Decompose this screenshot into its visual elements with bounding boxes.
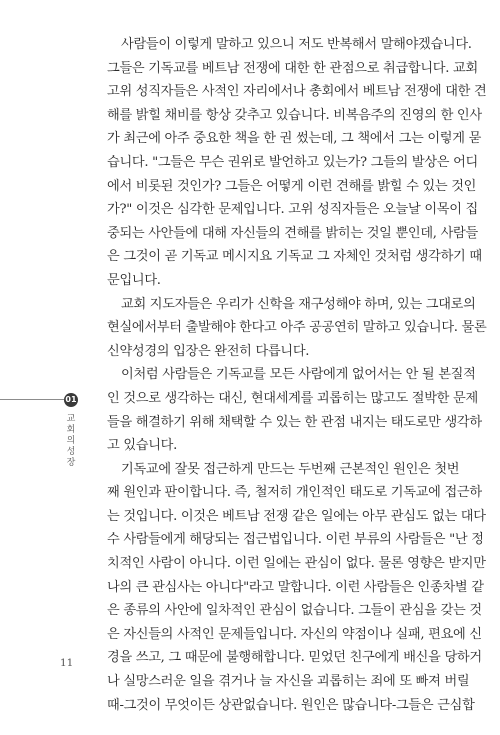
text-line: 교회 지도자들은 우리가 신학을 재구성해야 하며, 있는 그대로의 <box>121 296 476 312</box>
chapter-number-badge: 01 <box>64 393 78 407</box>
text-line: 사람들이 이렇게 말하고 있으니 저도 반복해서 말해야겠습니다. <box>121 37 472 52</box>
text-line: 수 사람들에게 해당되는 접근법입니다. 이런 부류의 사람들은 "난 정 <box>107 532 484 548</box>
text-line: 에서 비롯된 것인가? 그들은 어떻게 이런 견해를 밝힐 수 있는 것인 <box>107 178 477 194</box>
text-line: 그들은 기독교를 베트남 전쟁에 대한 한 관점으로 취급합니다. 교회 <box>107 60 478 76</box>
text-line: 현실에서부터 출발해야 한다고 아주 공공연히 말하고 있습니다. 물론 <box>107 320 487 336</box>
text-line: 신약성경의 입장은 완전히 다릅니다. <box>107 343 310 359</box>
text-line: 들을 해결하기 위해 채택할 수 있는 한 관점 내지는 태도로만 생각하 <box>107 414 482 430</box>
text-line: 는 것입니다. 이것은 베트남 전쟁 같은 일에는 아무 관심도 없는 대다 <box>107 508 486 524</box>
text-line: 나의 큰 관심사는 아니다"라고 말합니다. 이런 사람들은 인종차별 같 <box>107 579 484 595</box>
running-head <box>64 414 78 469</box>
page-number: 11 <box>60 657 74 669</box>
running-head-char: 교 <box>66 414 76 424</box>
running-head-char: 의 <box>66 436 76 446</box>
text-line: 은 자신들의 사적인 문제들입니다. 자신의 약점이나 실패, 편요에 신 <box>107 626 482 642</box>
margin-rule <box>0 399 64 400</box>
running-head-char: 장 <box>66 458 76 468</box>
text-line: 중되는 사안들에 대해 자신들의 견해를 밝히는 것일 뿐인데, 사람들 <box>107 225 478 241</box>
text-line: 고위 성직자들은 사적인 자리에서나 총회에서 베트남 전쟁에 대한 견 <box>107 84 487 100</box>
text-line: 경을 쓰고, 그 때문에 불행해합니다. 믿었던 친구에게 배신을 당하거 <box>107 650 482 666</box>
text-line: 고 있습니다. <box>107 438 177 454</box>
text-line: 습니다. "그들은 무슨 권위로 발언하고 있는가? 그들의 발상은 어디 <box>107 154 478 170</box>
text-line: 은 그것이 곧 기독교 메시지요 기독교 그 자체인 것처럼 생각하기 때 <box>107 249 482 265</box>
text-line: 나 실망스러운 일을 겪거나 늘 자신을 괴롭히는 죄에 또 빠져 버릴 <box>107 674 470 690</box>
text-line: 은 종류의 사안에 일차적인 관심이 없습니다. 그들이 관심을 갖는 것 <box>107 603 482 619</box>
text-line: 이처럼 사람들은 기독교를 모든 사람에게 없어서는 안 될 본질적 <box>121 367 476 383</box>
text-line: 째 원인과 판이합니다. 즉, 철저히 개인적인 태도로 기독교에 접근하 <box>107 485 482 501</box>
text-line: 때-그것이 무엇이든 상관없습니다. 원인은 많습니다-그들은 근심합 <box>107 697 475 713</box>
running-head-char: 성 <box>66 447 76 457</box>
text-line: 해를 밝힐 채비를 항상 갖추고 있습니다. 비복음주의 진영의 한 인사 <box>107 107 482 123</box>
text-line: 기독교에 잘못 접근하게 만드는 두번째 근본적인 원인은 첫번 <box>121 461 460 477</box>
running-head-char: 회 <box>66 425 76 435</box>
body-text <box>107 33 487 717</box>
text-line: 가 최근에 아주 중요한 책을 한 권 썼는데, 그 책에서 그는 이렇게 묻 <box>107 131 482 147</box>
text-line: 가?" 이것은 심각한 문제입니다. 고위 성직자들은 오늘날 이목이 집 <box>107 202 478 218</box>
text-line: 문입니다. <box>107 272 161 288</box>
text-line: 인 것으로 생각하는 대신, 현대세계를 괴롭히는 많고도 절박한 문제 <box>107 390 478 406</box>
text-line: 치적인 사람이 아니다. 이런 일에는 관심이 없다. 물론 영향은 받지만 <box>107 556 486 572</box>
